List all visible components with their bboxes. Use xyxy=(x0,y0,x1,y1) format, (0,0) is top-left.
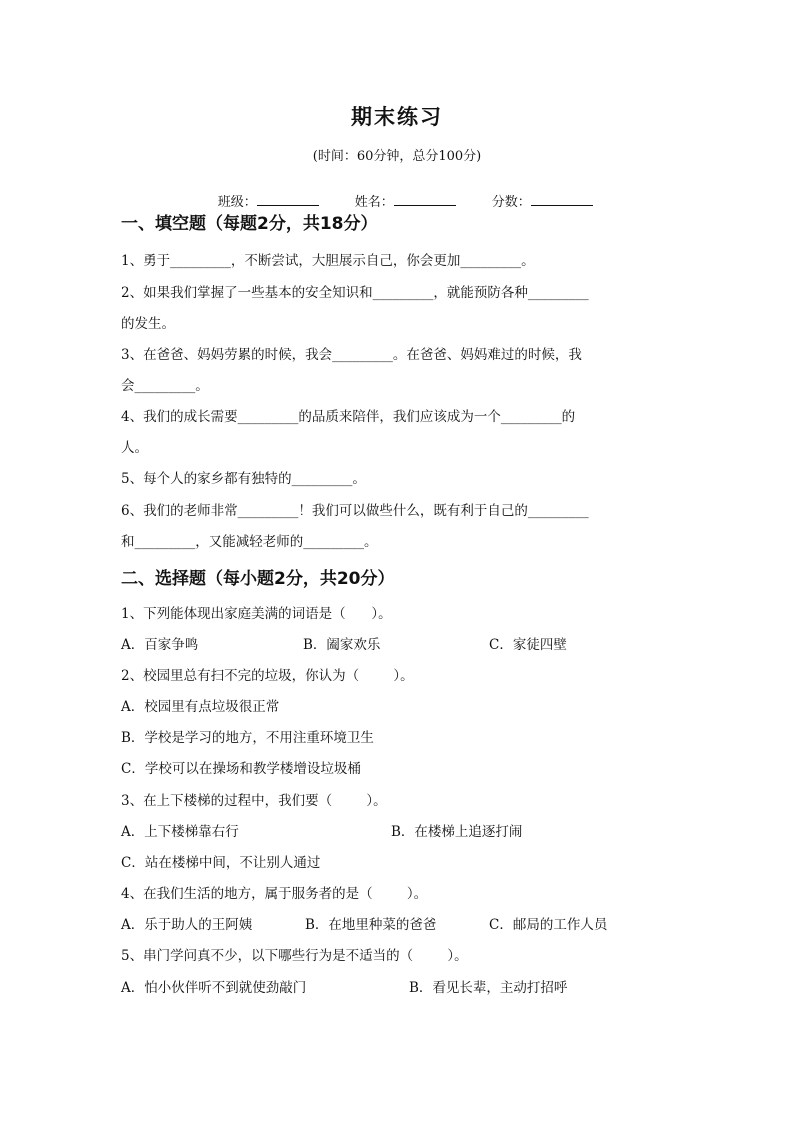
name-field xyxy=(355,195,456,210)
page-title: 期末练习 xyxy=(351,105,443,129)
class-label: 班级： xyxy=(217,195,257,210)
q4-option-a: A．乐于助人的王阿姨 xyxy=(121,917,253,933)
class-field xyxy=(218,195,319,210)
question-3: 3、在上下楼梯的过程中，我们要（ ）。 xyxy=(121,793,387,809)
q1-option-a: A．百家争鸣 xyxy=(121,637,199,653)
q3-option-a: A．上下楼梯靠右行 xyxy=(121,824,239,840)
score-blank xyxy=(531,193,593,206)
score-label: 分数： xyxy=(491,195,531,210)
q1-option-c: C．家徒四壁 xyxy=(489,637,567,653)
exam-subtitle: (时间：60分钟，总分100分) xyxy=(312,149,482,164)
name-label: 姓名： xyxy=(354,195,394,210)
q5-option-b: B．看见长辈，主动打招呼 xyxy=(409,980,568,996)
fill-blank-line: 6、我们的老师非常_________！我们可以做些什么，既有利于自己的_________ xyxy=(121,503,589,519)
fill-blank-line: 1、勇于_________，不断尝试，大胆展示自己，你会更加_________。 xyxy=(121,253,535,269)
q3-option-b: B．在楼梯上追逐打闹 xyxy=(391,824,523,840)
score-field xyxy=(492,195,593,210)
q1-option-b: B．阖家欢乐 xyxy=(303,637,381,653)
fill-blank-line: 2、如果我们掌握了一些基本的安全知识和_________，就能预防各种_________ xyxy=(121,285,589,301)
student-info-row xyxy=(0,176,794,225)
fill-blank-line: 人。 xyxy=(121,440,148,456)
question-4: 4、在我们生活的地方，属于服务者的是（ ）。 xyxy=(121,886,428,902)
q2-option-b: B．学校是学习的地方，不用注重环境卫生 xyxy=(121,730,374,746)
q2-option-a: A．校园里有点垃圾很正常 xyxy=(121,699,280,715)
name-blank xyxy=(394,193,456,206)
q4-option-c: C．邮局的工作人员 xyxy=(489,917,608,933)
fill-blank-line: 3、在爸爸、妈妈劳累的时候，我会_________。在爸爸、妈妈难过的时候，我 xyxy=(121,347,582,363)
q2-option-c: C．学校可以在操场和教学楼增设垃圾桶 xyxy=(121,761,361,777)
q5-option-a: A．怕小伙伴听不到就使劲敲门 xyxy=(121,980,307,996)
q4-option-b: B．在地里种菜的爸爸 xyxy=(305,917,437,933)
fill-blank-line: 和_________，又能减轻老师的_________。 xyxy=(121,534,378,550)
question-2: 2、校园里总有扫不完的垃圾，你认为（ ）。 xyxy=(121,668,414,684)
question-1: 1、下列能体现出家庭美满的词语是（ ）。 xyxy=(121,606,392,622)
fill-blank-line: 的发生。 xyxy=(121,316,175,332)
question-5: 5、串门学问真不少，以下哪些行为是不适当的（ ）。 xyxy=(121,948,468,964)
fill-blank-line: 4、我们的成长需要_________的品质来陪伴，我们应该成为一个_________的 xyxy=(121,409,576,425)
fill-blank-line: 5、每个人的家乡都有独特的_________。 xyxy=(121,471,366,487)
q3-option-c: C．站在楼梯中间，不让别人通过 xyxy=(121,855,321,871)
section-heading-fill-blank: 一、填空题（每题2分，共18分） xyxy=(121,214,378,234)
class-blank xyxy=(257,193,319,206)
fill-blank-line: 会_________。 xyxy=(121,378,209,394)
section-heading-choice: 二、选择题（每小题2分，共20分） xyxy=(121,569,395,589)
